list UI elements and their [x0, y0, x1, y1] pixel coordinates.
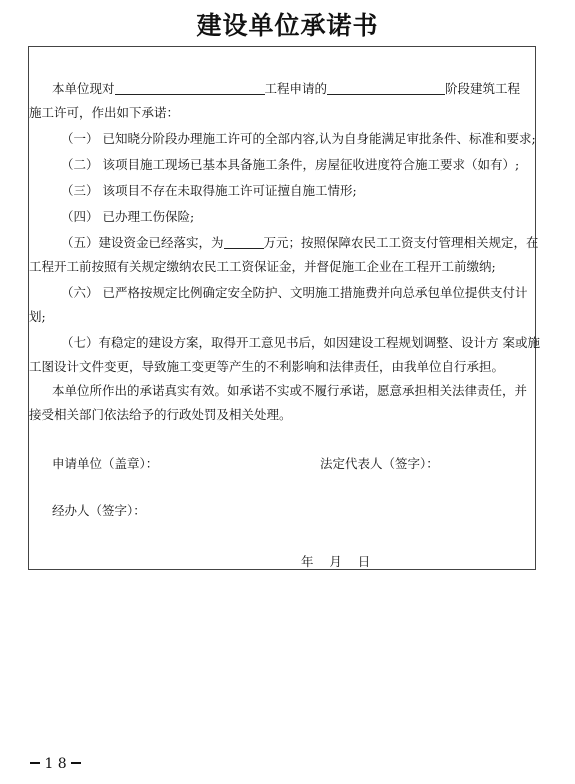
page-number — [30, 754, 81, 774]
fund-amount-blank[interactable] — [224, 234, 264, 249]
item-5-line-1 — [29, 231, 569, 255]
item-3: （三） 该项目不存在未取得施工许可证擅自施工情形; — [61, 183, 357, 198]
closing-line-2: 接受相关部门依法给予的行政处罚及相关处理。 — [29, 407, 292, 422]
document-title: 建设单位承诺书 — [196, 11, 379, 40]
intro-line-1 — [29, 77, 537, 101]
intro-text-3: 阶段建筑工程 — [445, 81, 521, 96]
item-7-line-2: 工图设计文件变更，导致施工变更等产生的不利影响和法律责任，由我单位自行承担。 — [29, 359, 505, 374]
intro-line-2: 施工许可，作出如下承诺： — [29, 105, 180, 120]
item-5-line-2: 工程开工前按照有关规定缴纳农民工工资保证金，并督促施工企业在工程开工前缴纳; — [29, 259, 496, 274]
legal-representative-label: 法定代表人（签字）： — [320, 456, 439, 471]
project-name-blank[interactable] — [115, 80, 265, 95]
applicant-seal-label: 申请单位（盖章）： — [52, 456, 159, 471]
item-7-line-1: （七）有稳定的建设方案，取得开工意见书后，如因建设工程规划调整、设计方 案或施 — [61, 335, 540, 350]
signing-date: 年 月 日 — [301, 554, 371, 569]
item-4: （四） 已办理工伤保险; — [61, 209, 195, 224]
item-5-text-a: （五）建设资金已经落实，为 — [61, 235, 224, 250]
item-6-line-1: （六） 已严格按规定比例确定安全防护、文明施工措施费并向总承包单位提供支付计 — [61, 285, 528, 300]
commitment-frame — [28, 46, 540, 570]
dash-right — [71, 762, 81, 764]
item-2: （二） 该项目施工现场已基本具备施工条件，房屋征收进度符合施工要求（如有）; — [61, 157, 520, 172]
page-number-text: 1 8 — [44, 756, 67, 772]
intro-text-2: 工程申请的 — [264, 81, 328, 96]
handler-signature-label: 经办人（签字）： — [52, 503, 146, 518]
item-6-line-2: 划; — [29, 309, 46, 324]
item-1: （一） 已知晓分阶段办理施工许可的全部内容,认为自身能满足审批条件、标准和要求; — [61, 131, 536, 146]
item-5-text-b: 万元；按照保障农民工工资支付管理相关规定，在 — [263, 235, 539, 250]
stage-blank[interactable] — [327, 80, 445, 95]
closing-line-1: 本单位所作出的承诺真实有效。如承诺不实或不履行承诺，愿意承担相关法律责任，并 — [52, 383, 528, 398]
intro-text-1: 本单位现对 — [52, 81, 115, 96]
dash-left — [30, 762, 40, 764]
